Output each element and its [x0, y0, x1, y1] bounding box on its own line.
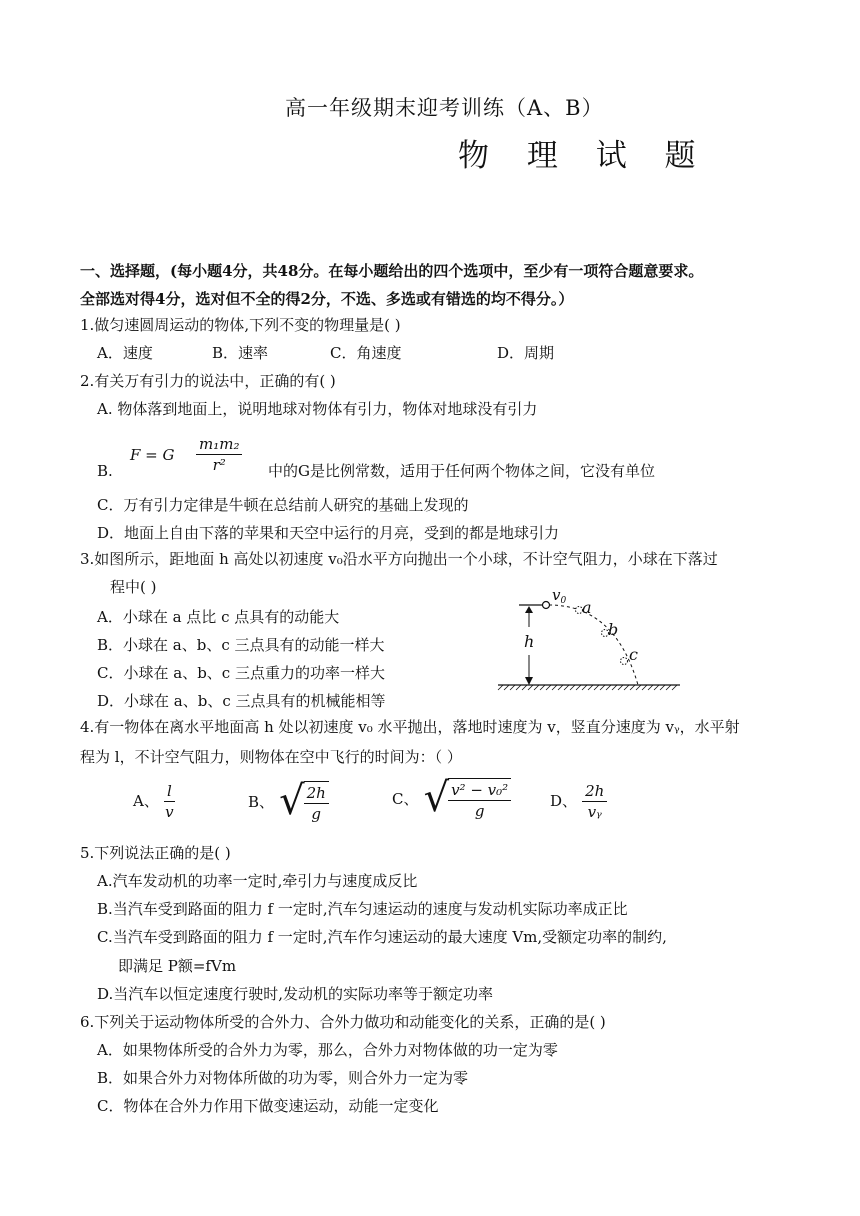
q3-stem-line1: 3.如图所示，距地面 h 高处以初速度 v₀沿水平方向抛出一个小球，不计空气阻力，小球在下落过 — [80, 550, 718, 568]
q2-formula-denominator: r² — [212, 456, 226, 474]
ball-start — [543, 602, 550, 609]
q4-stem-line2: 程为 l，不计空气阻力，则物体在空中飞行的时间为：（ ） — [80, 748, 462, 766]
height-label: h — [524, 632, 535, 651]
q6-option-c: C．物体在合外力作用下做变速运动，动能一定变化 — [97, 1097, 439, 1115]
q2-option-b-text: 中的G是比例常数，适用于任何两个物体之间，它没有单位 — [268, 462, 655, 480]
q2-option-a: A. 物体落到地面上，说明地球对物体有引力，物体对地球没有引力 — [97, 400, 538, 418]
q1-stem: 1.做匀速圆周运动的物体,下列不变的物理量是( ) — [80, 316, 401, 334]
trajectory — [549, 605, 638, 685]
q3-option-b: B．小球在 a、b、c 三点具有的动能一样大 — [97, 636, 385, 654]
q6-option-b: B．如果合外力对物体所做的功为零，则合外力一定为零 — [97, 1069, 469, 1087]
q4-d-denominator: vᵧ — [587, 803, 602, 821]
q6-stem: 6.下列关于运动物体所受的合外力、合外力做功和动能变化的关系，正确的是( ) — [80, 1013, 606, 1031]
q3-option-c: C．小球在 a、b、c 三点重力的功率一样大 — [97, 664, 385, 682]
q3-option-d: D．小球在 a、b、c 三点具有的机械能相等 — [97, 692, 386, 710]
q4-b-numerator: 2h — [304, 783, 329, 804]
q4-option-c-label: C、 — [392, 790, 419, 808]
q4-option-d-label: D、 — [550, 792, 578, 810]
q4-stem-line1: 4.有一物体在离水平地面高 h 处以初速度 v₀ 水平抛出，落地时速度为 v，竖直分速度为 vᵧ，水平射 — [80, 718, 740, 736]
q4-a-denominator: v — [165, 803, 174, 821]
point-a-label: a — [582, 598, 592, 617]
q5-stem: 5.下列说法正确的是( ) — [80, 844, 231, 862]
q1-option-a: A．速度 — [97, 344, 153, 362]
q1-option-d: D．周期 — [497, 344, 555, 362]
sqrt-icon: √ — [423, 775, 450, 821]
q2-formula-fraction — [196, 434, 242, 475]
q1-option-b: B．速率 — [212, 344, 269, 362]
q4-option-b — [248, 778, 329, 824]
sqrt-icon: √ — [279, 778, 305, 824]
q4-option-d — [550, 781, 607, 822]
q2-option-d: D．地面上自由下落的苹果和天空中运行的月亮，受到的都是地球引力 — [97, 524, 560, 542]
page-title: 高一年级期末迎考训练（A、B） — [285, 96, 604, 120]
v0-label: $v_0$ — [552, 586, 567, 606]
q3-option-a: A．小球在 a 点比 c 点具有的动能大 — [97, 608, 340, 626]
height-arrow-down-head — [525, 677, 533, 685]
q4-option-b-label: B、 — [248, 793, 275, 811]
ground-hatching — [498, 685, 677, 690]
q5-option-d: D.当汽车以恒定速度行驶时,发动机的实际功率等于额定功率 — [97, 985, 494, 1003]
section-heading-line1: 一、选择题，(每小题4分，共48分。在每小题给出的四个选项中，至少有一项符合题意要求。 — [80, 262, 704, 280]
point-b-label: b — [608, 620, 619, 639]
q2-formula-numerator: m₁m₂ — [196, 434, 242, 455]
point-c-label: c — [629, 645, 638, 664]
section-heading-line2: 全部选对得4分，选对但不全的得2分，不选、多选或有错选的均不得分。） — [80, 290, 574, 308]
q5-option-a: A.汽车发动机的功率一定时,牵引力与速度成反比 — [97, 872, 418, 890]
q2-option-c: C．万有引力定律是牛顿在总结前人研究的基础上发现的 — [97, 496, 469, 514]
q4-option-c — [392, 775, 511, 821]
q4-option-a-label: A、 — [133, 792, 159, 810]
q5-option-c-line1: C.当汽车受到路面的阻力 f 一定时,汽车作匀速运动的最大速度 Vm,受额定功率的制约, — [97, 928, 667, 946]
q6-option-a: A．如果物体所受的合外力为零，那么，合外力对物体做的功一定为零 — [97, 1041, 558, 1059]
page-subtitle: 物 理 试 题 — [458, 138, 710, 174]
q4-d-numerator: 2h — [582, 781, 607, 802]
q2-option-b-prefix: B. — [97, 462, 113, 480]
q2-formula-lhs: F = G — [130, 446, 175, 464]
projectile-figure — [490, 585, 690, 695]
height-arrow-up-head — [525, 606, 533, 613]
q5-option-b: B.当汽车受到路面的阻力 f 一定时,汽车匀速运动的速度与发动机实际功率成正比 — [97, 900, 628, 918]
q4-c-denominator: g — [474, 802, 485, 820]
q4-option-a — [133, 781, 175, 822]
q4-c-numerator: v² − v₀² — [448, 780, 511, 801]
q1-option-c: C．角速度 — [330, 344, 402, 362]
q3-stem-line2: 程中( ) — [110, 578, 157, 596]
q2-stem: 2.有关万有引力的说法中，正确的有( ) — [80, 372, 336, 390]
q4-a-numerator: l — [164, 781, 175, 802]
q4-b-denominator: g — [311, 805, 322, 823]
q5-option-c-line2: 即满足 P额=fVm — [118, 957, 237, 975]
point-c-marker — [621, 658, 628, 665]
